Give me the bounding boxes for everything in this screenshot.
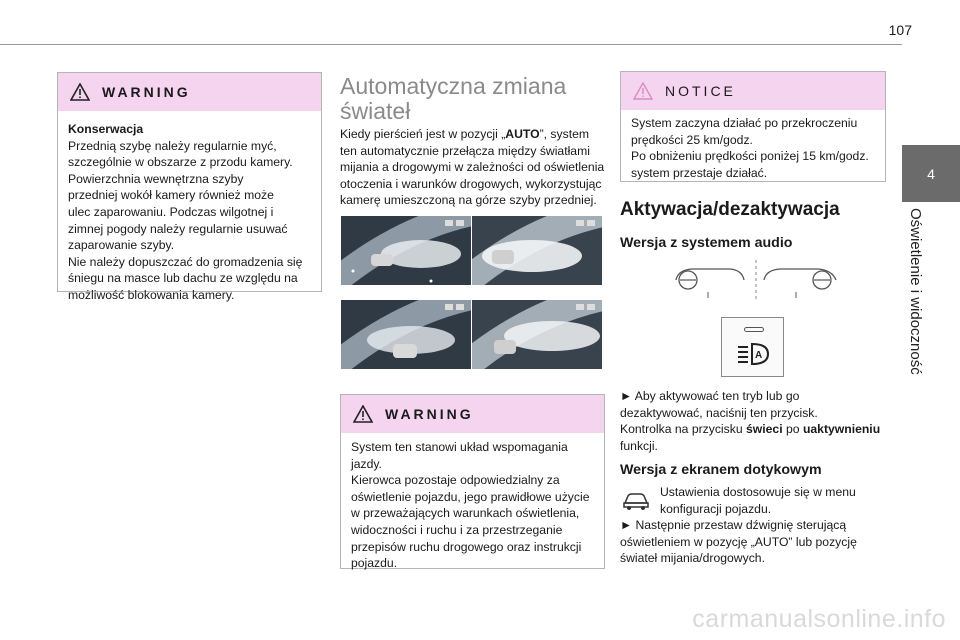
top-divider [0,44,902,45]
text-line: dezaktywować, naciśnij ten przycisk. [620,405,818,420]
text-fragment: ”, system [539,127,590,141]
text-line: ulec zaparowaniu. Podczas wilgotnej i [68,204,274,219]
text-line: pojazdu. [351,556,398,571]
auto-description [340,126,605,209]
text-line: Nie należy dopuszczać do gromadzenia się [68,254,303,269]
chapter-title: Oświetlenie i widoczność [907,208,924,375]
text-line: otoczenia i warunków drogowych, wykorzystując [340,176,602,191]
notice-header [621,72,885,110]
text-line: ten automatycznie przełącza między światłami [340,143,590,158]
heading-line: świateł [340,98,411,124]
section-heading-auto [340,74,566,124]
text-line: system przestaje działać. [631,165,768,180]
touchscreen-version-heading: Wersja z ekranem dotykowym [620,462,822,478]
steering-wheel-diagram [672,258,840,302]
text-line: oświetlenie pojazdu, jego prawidłowe użycie [351,489,590,504]
text-line: ► Następnie przestaw dźwignię sterującą [620,518,847,532]
touchscreen-note [660,484,890,517]
notice-label: NOTICE [665,83,736,99]
text-line: kamerę umieszczoną na górze szyby przedniej. [340,193,597,208]
svg-text:A: A [755,350,763,361]
text-fragment: Kontrolka na przycisku [620,422,746,437]
activation-heading: Aktywacja/dezaktywacja [620,199,840,220]
heading-line: Automatyczna zmiana [340,73,567,99]
text-line: ► Aby aktywować ten tryb lub go [620,389,800,403]
text-line: prędkości 25 km/godz. [631,132,753,147]
text-line: funkcji. [620,438,658,453]
text-fragment: Kiedy pierścień jest w pozycji „ [340,127,506,141]
warning-label: WARNING [385,406,474,422]
text-line: w przeważających warunkach oświetlenia, [351,506,580,521]
illustration-night-road-4 [472,300,602,369]
text-line: Ustawienia dostosowuje się w menu [660,485,856,499]
warning-box-maintenance [57,72,322,302]
warning-box-driver-assist [340,394,605,569]
text-line: szczególnie w obszarze z przodu kamery. [68,155,293,170]
text-line: Przednią szybę należy regularnie myć, [68,138,277,153]
text-line: zimnej pogody należy regularnie usuwać [68,221,288,236]
text-bold: uaktywnieniu [802,422,881,437]
warning-triangle-icon [70,83,90,101]
text-line: świateł mijania/drogowych. [620,551,765,566]
text-line: konfiguracji pojazdu. [660,501,772,516]
illustration-night-road-1 [341,216,471,285]
warning-label: WARNING [102,84,191,100]
text-line: przedniej wokół kamery również może [68,188,274,203]
text-line: Powierzchnia wewnętrzna szyby [68,171,244,186]
text-line: Po obniżeniu prędkości poniżej 15 km/godz. [631,149,869,164]
warning-header [58,73,321,111]
warning-header [341,395,604,433]
audio-instructions [620,388,890,454]
auto-beam-button[interactable] [721,317,784,377]
auto-keyword: AUTO [505,127,540,141]
auto-high-beam-icon [736,342,772,366]
text-line: przepisów ruchu drogowego oraz instrukcji [351,539,582,554]
page-number: 107 [888,22,912,38]
audio-version-heading: Wersja z systemem audio [620,235,793,251]
text-line: oświetleniem w pozycję „AUTO” lub pozycję [620,534,857,549]
text-line: możliwość blokowania kamery. [68,287,235,302]
watermark: carmanualsonline.info [692,605,946,633]
button-indicator-light [744,327,764,332]
text-line: System zaczyna działać po przekroczeniu [631,116,858,130]
text-line: śniegu na masce lub dachu ze względu na [68,271,298,286]
chapter-tab[interactable]: 4 [902,145,960,202]
car-settings-icon [622,489,650,511]
text-line: zaparowanie szyby. [68,238,175,253]
text-fragment: po [782,422,803,437]
text-line: mijania a drogowymi w zależności od oświetlenia [340,160,605,175]
illustration-night-road-2 [472,216,602,285]
notice-box-speed [620,71,886,182]
text-line: jazdy. [351,456,382,471]
text-line: Kierowca pozostaje odpowiedzialny za [351,473,560,488]
notice-triangle-icon [633,82,653,100]
illustration-night-road-3 [341,300,471,369]
warning-triangle-icon [353,405,373,423]
text-bold: świeci [746,422,783,437]
text-line: widoczności i ruchu i za przestrzeganie [351,522,563,537]
warning-title: Konserwacja [68,122,144,136]
text-line: System ten stanowi układ wspomagania [351,440,568,454]
lever-instructions [620,517,890,567]
